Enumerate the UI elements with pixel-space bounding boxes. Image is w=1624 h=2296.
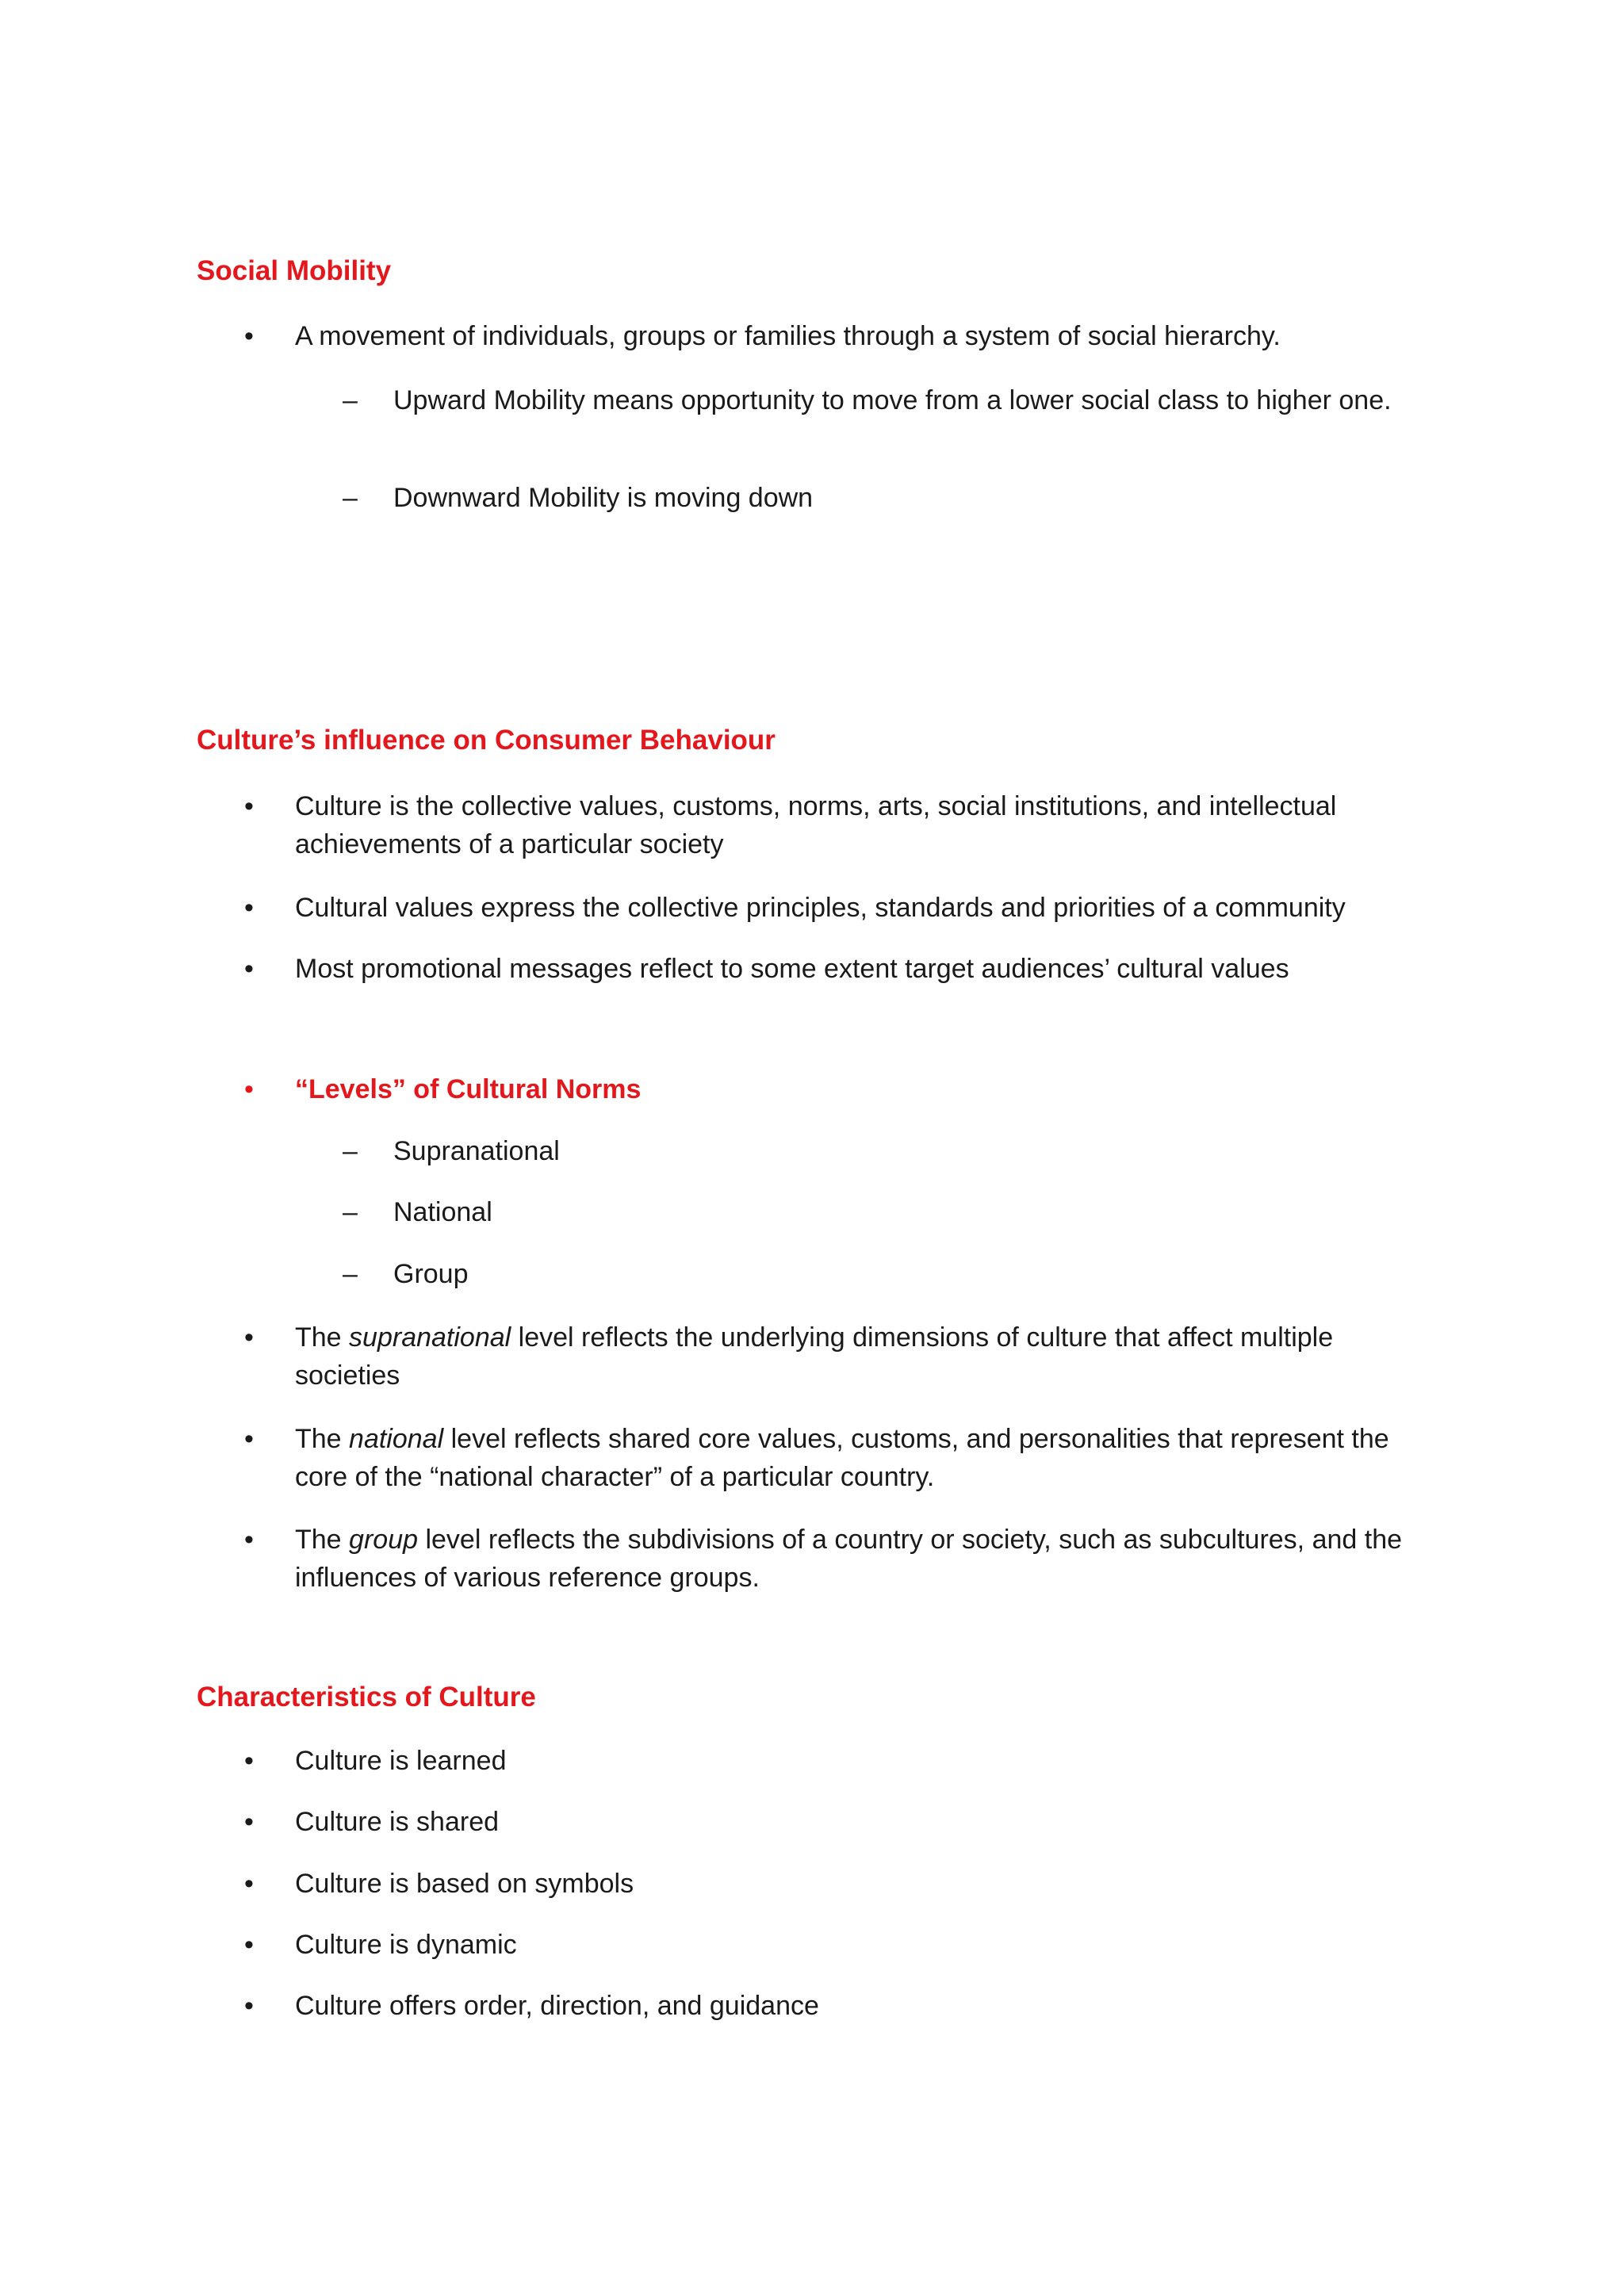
detail-pre: The — [295, 1525, 350, 1555]
detail-emphasis: national — [349, 1424, 444, 1454]
detail-post: level reflects the underlying dimensions of culture that affect multiple societies — [295, 1322, 1334, 1391]
bullet-icon: • — [244, 1807, 254, 1837]
bullet-icon: • — [244, 1746, 254, 1776]
level-group: Group — [393, 1259, 469, 1289]
bullet-icon: • — [244, 1991, 254, 2021]
bullet-icon: • — [244, 1525, 254, 1555]
promotional-messages-bullet: Most promotional messages reflect to some extent target audiences’ cultural values — [295, 954, 1289, 984]
bullet-icon: • — [244, 791, 254, 821]
culture-definition-bullet: Culture is the collective values, customs, norms, arts, social institutions, and intellectual achievements of a particular society — [295, 791, 1337, 859]
levels-heading: “Levels” of Cultural Norms — [295, 1074, 642, 1104]
national-detail-bullet — [295, 1420, 1437, 1496]
level-supranational: Supranational — [393, 1136, 560, 1166]
cultural-values-bullet: Cultural values express the collective principles, standards and priorities of a community — [295, 893, 1346, 923]
dash-icon: – — [343, 1259, 358, 1289]
detail-post: level reflects the subdivisions of a country or society, such as subcultures, and the influences of various reference groups. — [295, 1525, 1403, 1593]
detail-emphasis: group — [349, 1525, 419, 1555]
dash-icon: – — [343, 1136, 358, 1166]
detail-pre: The — [295, 1322, 350, 1353]
upward-mobility-item: Upward Mobility means opportunity to move from a lower social class to higher one. — [393, 385, 1392, 415]
bullet-icon: • — [244, 954, 254, 984]
bullet-icon: • — [244, 1074, 254, 1104]
bullet-icon: • — [244, 1869, 254, 1899]
characteristic-item: Culture is shared — [295, 1807, 500, 1837]
dash-icon: – — [343, 1197, 358, 1227]
bullet-icon: • — [244, 321, 254, 351]
bullet-icon: • — [244, 1322, 254, 1353]
supranational-detail-bullet — [295, 1318, 1421, 1395]
characteristic-item: Culture is based on symbols — [295, 1869, 634, 1899]
characteristic-item: Culture is learned — [295, 1746, 507, 1776]
dash-icon: – — [343, 483, 358, 513]
detail-pre: The — [295, 1424, 350, 1454]
characteristic-item: Culture offers order, direction, and guidance — [295, 1991, 819, 2021]
group-detail-bullet — [295, 1521, 1445, 1597]
characteristic-item: Culture is dynamic — [295, 1930, 517, 1960]
social-mobility-bullet: A movement of individuals, groups or families through a system of social hierarchy. — [295, 321, 1281, 351]
detail-post: level reflects shared core values, customs, and personalities that represent the core of the “national character” of a particular country. — [295, 1424, 1389, 1492]
bullet-icon: • — [244, 1424, 254, 1454]
bullet-icon: • — [244, 893, 254, 923]
characteristics-heading: Characteristics of Culture — [197, 1682, 536, 1712]
culture-influence-heading: Culture’s influence on Consumer Behaviour — [197, 725, 776, 756]
bullet-icon: • — [244, 1930, 254, 1960]
social-mobility-heading: Social Mobility — [197, 255, 392, 286]
downward-mobility-item: Downward Mobility is moving down — [393, 483, 814, 513]
level-national: National — [393, 1197, 492, 1227]
detail-emphasis: supranational — [349, 1322, 511, 1353]
dash-icon: – — [343, 385, 358, 415]
